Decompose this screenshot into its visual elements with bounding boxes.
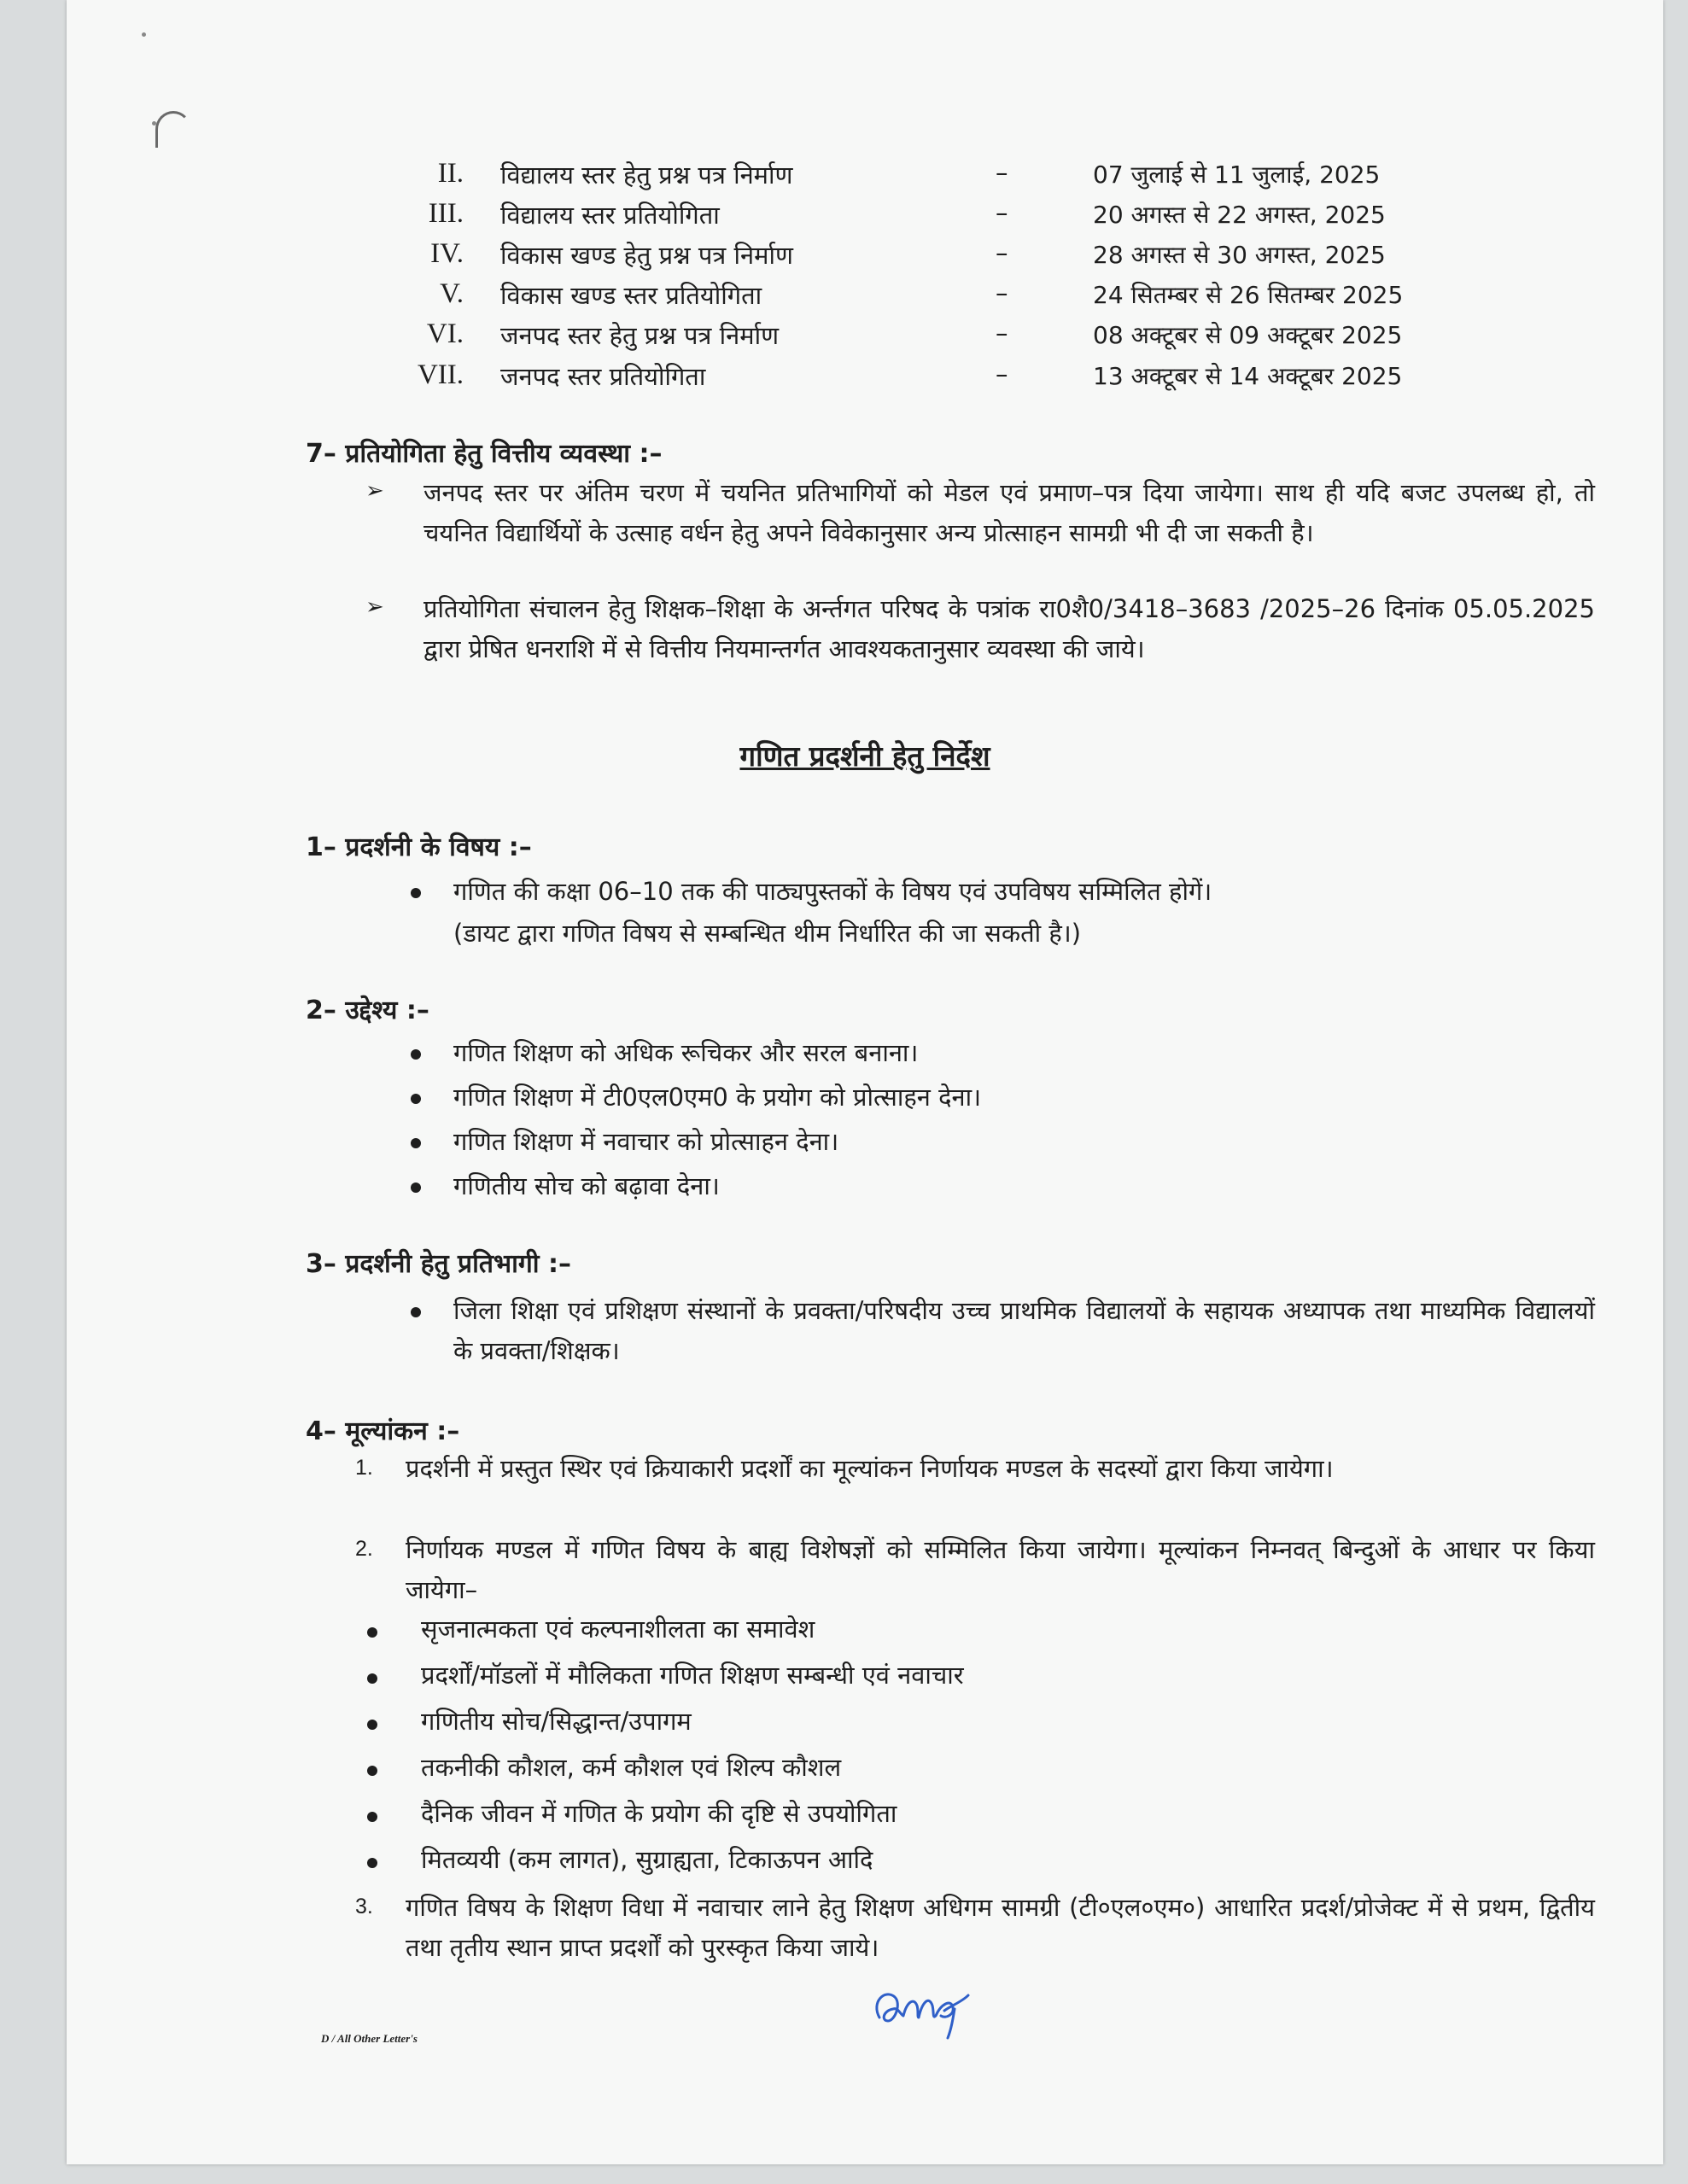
- participants-heading: 3– प्रदर्शनी हेतु प्रतिभागी :–: [306, 1249, 571, 1279]
- numbered-label: 2.: [355, 1537, 373, 1561]
- bullet-dot: [411, 1307, 421, 1317]
- bullet-dot: [367, 1858, 377, 1868]
- criteria-item: सृजनात्मकता एवं कल्पनाशीलता का समावेश: [421, 1615, 815, 1644]
- schedule-date: 28 अगस्त से 30 अगस्त, 2025: [1093, 241, 1386, 269]
- arrow-bullet-icon: ➢: [365, 594, 384, 620]
- schedule-date: 24 सितम्बर से 26 सितम्बर 2025: [1093, 281, 1404, 309]
- criteria-item: दैनिक जीवन में गणित के प्रयोग की दृष्टि से उपयोगिता: [421, 1799, 897, 1828]
- bullet-dot: [411, 1138, 421, 1148]
- criteria-item: तकनीकी कौशल, कर्म कौशल एवं शिल्प कौशल: [421, 1753, 842, 1782]
- section-7-heading: 7– प्रतियोगिता हेतु वित्तीय व्यवस्था :–: [306, 439, 663, 469]
- schedule-activity: विद्यालय स्तर हेतु प्रश्न पत्र निर्माण: [500, 161, 793, 190]
- finance-item: जनपद स्तर पर अंतिम चरण में चयनित प्रतिभागियों को मेडल एवं प्रमाण–पत्र दिया जायेगा। साथ ही यदि बजट उपलब्ध हो, तो चयनित विद्यार्थियों के उत्साह वर्धन हेतु अपने विवेकानुसार अन्य प्रोत्साहन सामग्री भी दी जा सकती है।: [423, 478, 1595, 547]
- participants-item: जिला शिक्षा एवं प्रशिक्षण संस्थानों के प्रवक्ता/परिषदीय उच्च प्राथमिक विद्यालयों के सहायक अध्यापक तथा माध्यमिक विद्यालयों के प्रवक्ता/शिक्षक।: [453, 1296, 1595, 1365]
- evaluation-point: गणित विषय के शिक्षण विधा में नवाचार लाने हेतु शिक्षण अधिगम सामग्री (टी०एल०एम०) आधारित प्रदर्श/प्रोजेक्ट में से प्रथम, द्वितीय तथा तृतीय स्थान प्राप्त प्रदर्शों को पुरस्कृत किया जाये।: [406, 1893, 1595, 1962]
- schedule-number: VII.: [417, 359, 464, 390]
- punch-hole-mark: [155, 111, 191, 148]
- schedule-dash: –: [996, 359, 1008, 388]
- objective-item: गणित शिक्षण में टी0एल0एम0 के प्रयोग को प्रोत्साहन देना।: [453, 1083, 982, 1112]
- schedule-number: V.: [440, 278, 464, 309]
- evaluation-point: प्रदर्शनी में प्रस्तुत स्थिर एवं क्रियाकारी प्रदर्शों का मूल्यांकन निर्णायक मण्डल के सदस्यों द्वारा किया जायेगा।: [406, 1454, 1334, 1483]
- objectives-heading: 2– उद्देश्य :–: [306, 996, 429, 1025]
- footer-reference: D / All Other Letter's: [321, 2032, 418, 2045]
- schedule-dash: –: [996, 238, 1008, 267]
- numbered-label: 3.: [355, 1895, 373, 1918]
- schedule-number: IV.: [430, 238, 464, 269]
- schedule-date: 08 अक्टूबर से 09 अक्टूबर 2025: [1093, 321, 1403, 349]
- evaluation-point: निर्णायक मण्डल में गणित विषय के बाह्य विशेषज्ञों को सम्मिलित किया जायेगा। मूल्यांकन निम्नवत् बिन्दुओं के आधार पर किया जायेगा–: [406, 1535, 1595, 1604]
- paper-speck: [142, 32, 146, 37]
- schedule-activity: जनपद स्तर प्रतियोगिता: [500, 362, 706, 391]
- schedule-number: II.: [437, 158, 464, 189]
- schedule-activity: विद्यालय स्तर प्रतियोगिता: [500, 201, 720, 230]
- schedule-dash: –: [996, 318, 1008, 347]
- schedule-activity: विकास खण्ड हेतु प्रश्न पत्र निर्माण: [500, 241, 793, 270]
- schedule-activity: विकास खण्ड स्तर प्रतियोगिता: [500, 281, 762, 310]
- paper-speck: [152, 121, 156, 126]
- criteria-item: गणितीय सोच/सिद्धान्त/उपागम: [421, 1707, 692, 1736]
- schedule-dash: –: [996, 198, 1008, 227]
- criteria-item: प्रदर्शों/मॉडलों में मौलिकता गणित शिक्षण सम्बन्धी एवं नवाचार: [421, 1661, 964, 1690]
- criteria-item: मितव्ययी (कम लागत), सुग्राह्यता, टिकाऊपन आदि: [421, 1845, 873, 1874]
- arrow-bullet-icon: ➢: [365, 478, 384, 504]
- bullet-dot: [411, 888, 421, 898]
- bullet-dot: [411, 1049, 421, 1060]
- objective-item: गणित शिक्षण में नवाचार को प्रोत्साहन देना।: [453, 1127, 839, 1156]
- objective-item: गणित शिक्षण को अधिक रूचिकर और सरल बनाना।: [453, 1038, 919, 1067]
- bullet-dot: [367, 1812, 377, 1822]
- topics-item: गणित की कक्षा 06–10 तक की पाठ्यपुस्तकों के विषय एवं उपविषय सम्मिलित होगें।: [453, 877, 1212, 906]
- evaluation-heading: 4– मूल्यांकन :–: [306, 1416, 460, 1446]
- numbered-label: 1.: [355, 1456, 373, 1480]
- bullet-dot: [411, 1094, 421, 1104]
- signature: [869, 1977, 980, 2045]
- objective-item: गणितीय सोच को बढ़ावा देना।: [453, 1171, 720, 1200]
- schedule-date: 13 अक्टूबर से 14 अक्टूबर 2025: [1093, 362, 1403, 390]
- schedule-activity: जनपद स्तर हेतु प्रश्न पत्र निर्माण: [500, 321, 780, 350]
- schedule-dash: –: [996, 278, 1008, 307]
- schedule-number: VI.: [426, 318, 464, 349]
- topics-heading: 1– प्रदर्शनी के विषय :–: [306, 832, 532, 862]
- schedule-dash: –: [996, 158, 1008, 187]
- bullet-dot: [367, 1766, 377, 1776]
- bullet-dot: [367, 1673, 377, 1684]
- schedule-date: 20 अगस्त से 22 अगस्त, 2025: [1093, 201, 1386, 229]
- exhibition-title: गणित प्रदर्शनी हेतु निर्देश: [739, 739, 990, 773]
- bullet-dot: [367, 1720, 377, 1730]
- topics-note: (डायट द्वारा गणित विषय से सम्बन्धित थीम निर्धारित की जा सकती है।): [453, 919, 1082, 948]
- document-page: [67, 0, 1663, 2164]
- schedule-number: III.: [428, 198, 464, 229]
- finance-item: प्रतियोगिता संचालन हेतु शिक्षक–शिक्षा के अर्न्तगत परिषद के पत्रांक रा0शै0/3418–3683 /2025–26 दिनांक 05.05.2025 द्वारा प्रेषित धनराशि में से वित्तीय नियमान्तर्गत आवश्यकतानुसार व्यवस्था की जाये।: [423, 594, 1595, 663]
- bullet-dot: [411, 1183, 421, 1193]
- schedule-date: 07 जुलाई से 11 जुलाई, 2025: [1093, 161, 1381, 189]
- bullet-dot: [367, 1627, 377, 1638]
